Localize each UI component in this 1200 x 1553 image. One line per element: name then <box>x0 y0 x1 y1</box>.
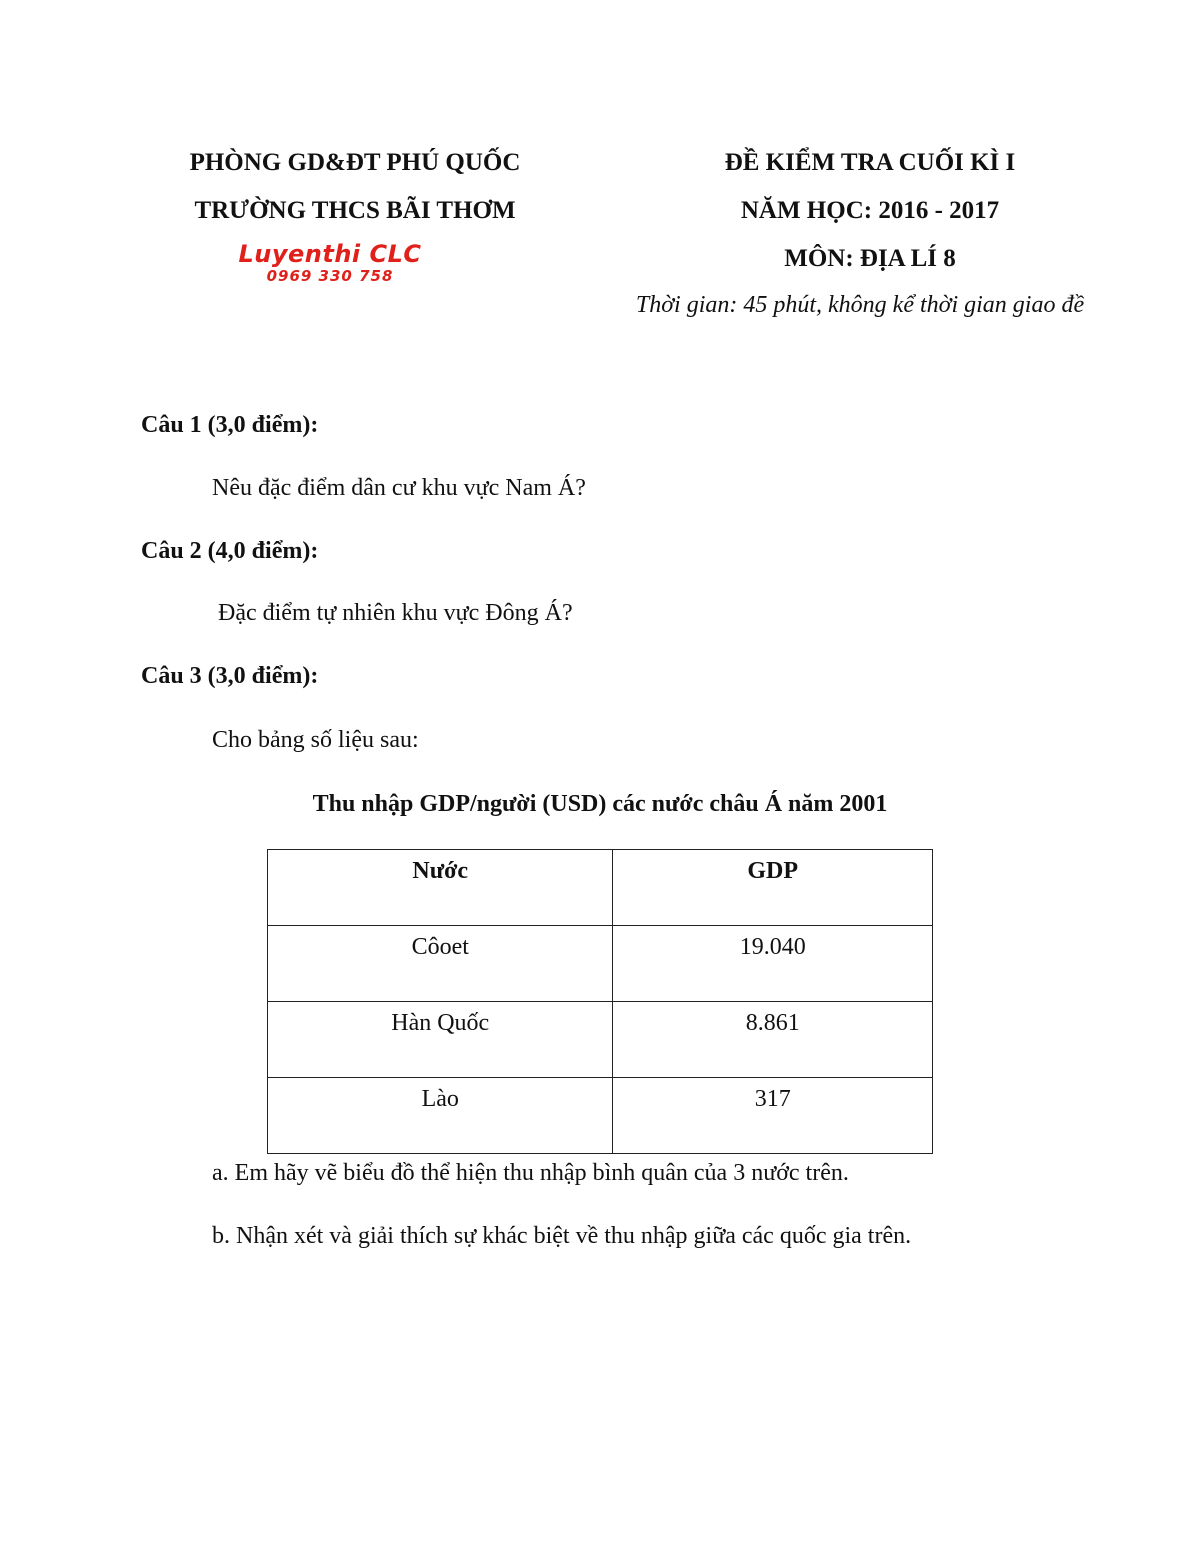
gdp-table <box>267 849 933 1154</box>
school-year: NĂM HỌC: 2016 - 2017 <box>740 197 1000 224</box>
question-2-label: Câu 2 (4,0 điểm): <box>141 538 319 564</box>
header-country: Nước <box>268 850 613 926</box>
table-row <box>268 1002 933 1078</box>
question-1-label: Câu 1 (3,0 điểm): <box>141 412 319 438</box>
logo-phone: 0969 330 758 <box>266 267 394 285</box>
watermark-logo <box>218 240 442 290</box>
logo-text: Luyenthi CLC <box>238 240 422 268</box>
table-title: Thu nhập GDP/người (USD) các nước châu Á năm 2001 <box>312 791 888 817</box>
subject: MÔN: ĐỊA LÍ 8 <box>784 245 956 272</box>
cell-gdp: 19.040 <box>613 926 933 1002</box>
cell-gdp: 317 <box>613 1078 933 1154</box>
table-header-row <box>268 850 933 926</box>
cell-country: Lào <box>268 1078 613 1154</box>
exam-duration: Thời gian: 45 phút, không kể thời gian giao đề <box>635 292 1085 318</box>
question-3-label: Câu 3 (3,0 điểm): <box>141 663 319 689</box>
question-2-text: Đặc điểm tự nhiên khu vực Đông Á? <box>218 600 573 626</box>
table-row <box>268 926 933 1002</box>
question-3-part-a: a. Em hãy vẽ biểu đồ thể hiện thu nhập bình quân của 3 nước trên. <box>212 1160 849 1186</box>
cell-gdp: 8.861 <box>613 1002 933 1078</box>
cell-country: Hàn Quốc <box>268 1002 613 1078</box>
header-gdp: GDP <box>613 850 933 926</box>
table-row <box>268 1078 933 1154</box>
cell-country: Côoet <box>268 926 613 1002</box>
department-name: PHÒNG GD&ĐT PHÚ QUỐC <box>189 149 521 176</box>
school-name: TRƯỜNG THCS BÃI THƠM <box>194 197 516 224</box>
exam-title: ĐỀ KIỂM TRA CUỐI KÌ I <box>724 149 1016 176</box>
question-3-part-b: b. Nhận xét và giải thích sự khác biệt về thu nhập giữa các quốc gia trên. <box>212 1223 912 1249</box>
question-3-intro: Cho bảng số liệu sau: <box>212 727 419 753</box>
question-1-text: Nêu đặc điểm dân cư khu vực Nam Á? <box>212 475 586 501</box>
